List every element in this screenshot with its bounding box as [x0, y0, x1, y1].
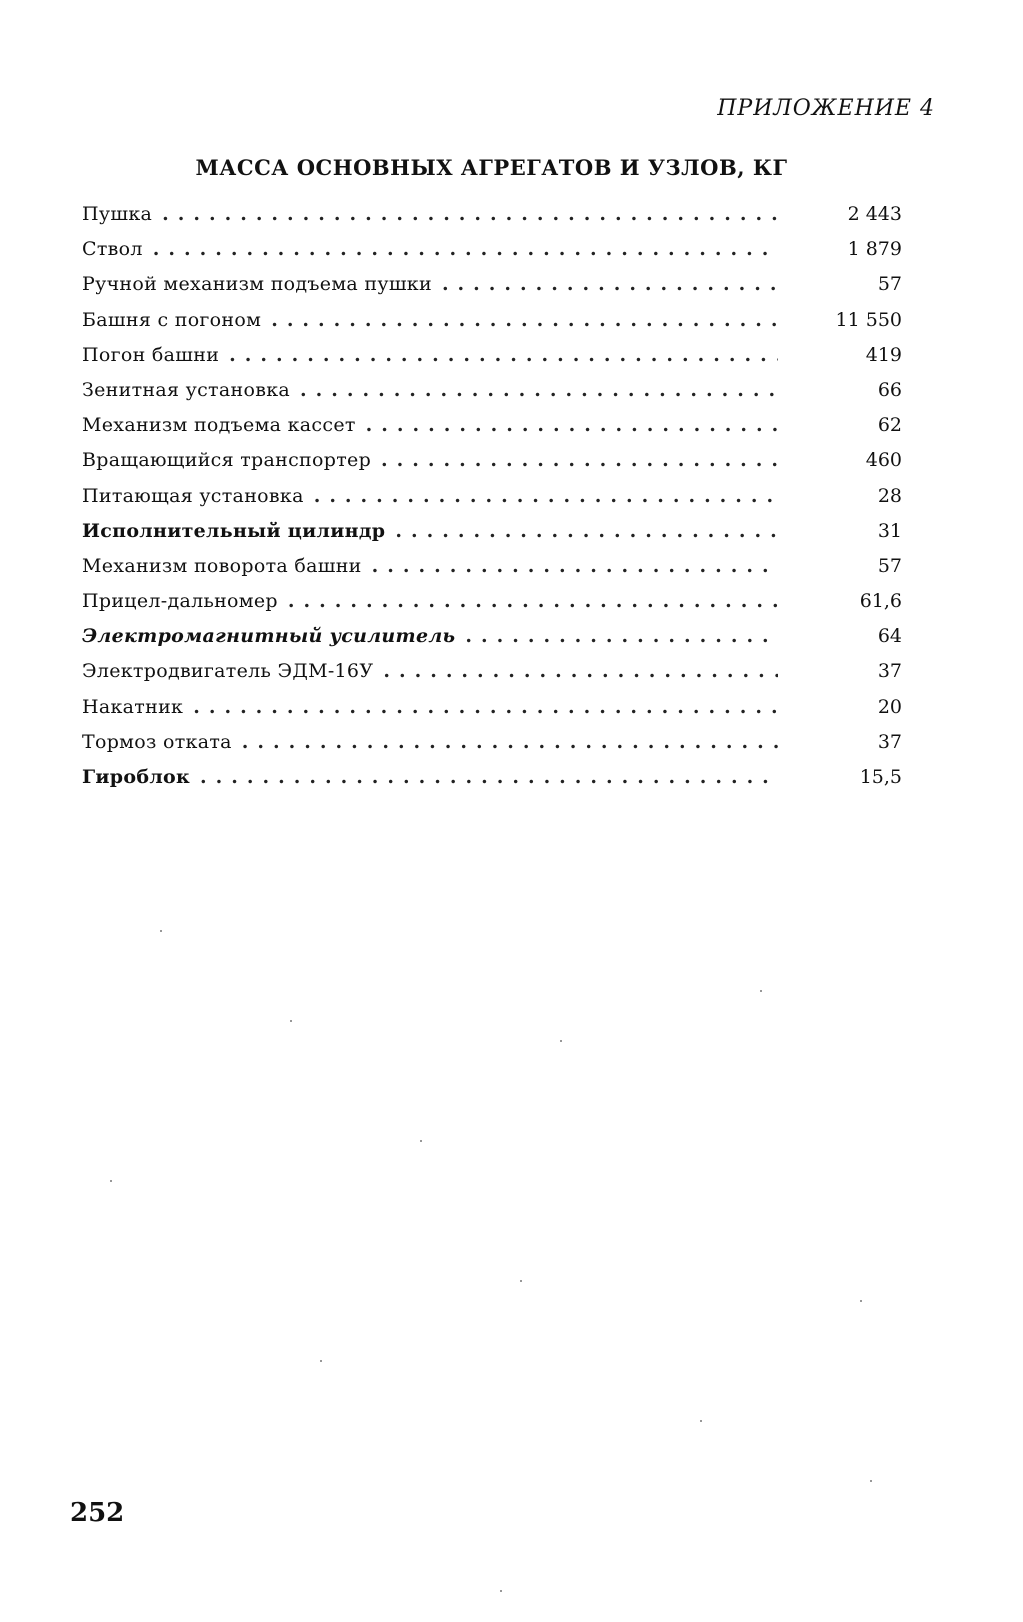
- scan-speck: [520, 1280, 522, 1282]
- table-row: [82, 766, 902, 801]
- row-value: 31: [877, 519, 902, 542]
- leader-dots: [200, 766, 778, 788]
- row-value: 28: [877, 484, 902, 507]
- scan-speck: [870, 1480, 872, 1482]
- row-label: Питающая установка: [82, 484, 304, 507]
- appendix-label: ПРИЛОЖЕНИЕ 4: [717, 96, 935, 121]
- scan-speck: [860, 1300, 862, 1302]
- table-row: [82, 414, 902, 449]
- row-value: 64: [877, 625, 902, 648]
- table-row: [82, 660, 902, 695]
- row-value: 37: [877, 730, 902, 753]
- row-label: Башня с погоном: [82, 308, 262, 331]
- scan-speck: [700, 1420, 702, 1422]
- row-label: Ствол: [82, 238, 143, 261]
- row-value: 57: [877, 273, 902, 296]
- row-label: Вращающийся транспортер: [82, 449, 372, 472]
- table-row: [82, 379, 902, 414]
- row-value: 57: [877, 554, 902, 577]
- table-row: [82, 731, 902, 766]
- row-label: Электромагнитный усилитель: [82, 625, 456, 648]
- row-label: Электродвигатель ЭДМ-16У: [82, 660, 374, 683]
- row-label: Погон башни: [82, 343, 220, 366]
- leader-dots: [271, 309, 778, 331]
- row-label: Зенитная установка: [82, 378, 290, 401]
- scan-speck: [290, 1020, 292, 1022]
- table-row: [82, 238, 902, 273]
- leader-dots: [442, 273, 778, 295]
- table-row: [82, 203, 902, 238]
- mass-table: [82, 203, 902, 801]
- scan-speck: [560, 1040, 562, 1042]
- row-value: 1 879: [847, 238, 902, 261]
- table-row: [82, 696, 902, 731]
- scan-speck: [160, 930, 162, 932]
- table-row: [82, 273, 902, 308]
- leader-dots: [300, 379, 778, 401]
- row-label: Исполнительный цилиндр: [82, 519, 386, 542]
- table-row: [82, 625, 902, 660]
- leader-dots: [366, 414, 778, 436]
- row-label: Тормоз отката: [82, 730, 232, 753]
- row-label: Ручной механизм подъема пушки: [82, 273, 432, 296]
- leader-dots: [383, 660, 778, 682]
- row-value: 11 550: [835, 308, 902, 331]
- leader-dots: [162, 203, 778, 225]
- row-label: Пушка: [82, 203, 153, 225]
- table-row: [82, 449, 902, 484]
- page-number: 252: [70, 1498, 125, 1528]
- row-label: Гироблок: [82, 766, 191, 788]
- scan-speck: [320, 1360, 322, 1362]
- row-value: 37: [877, 660, 902, 683]
- leader-dots: [288, 590, 778, 612]
- row-value: 15,5: [859, 766, 902, 788]
- row-value: 66: [877, 378, 902, 401]
- leader-dots: [372, 555, 778, 577]
- leader-dots: [229, 344, 778, 366]
- row-value: 61,6: [859, 590, 902, 613]
- table-row: [82, 555, 902, 590]
- page-title: МАССА ОСНОВНЫХ АГРЕГАТОВ И УЗЛОВ, КГ: [195, 155, 788, 180]
- leader-dots: [314, 485, 778, 507]
- scan-speck: [760, 990, 762, 992]
- table-row: [82, 309, 902, 344]
- leader-dots: [242, 731, 778, 753]
- leader-dots: [153, 238, 778, 260]
- row-value: 62: [877, 414, 902, 437]
- leader-dots: [381, 449, 778, 471]
- row-label: Накатник: [82, 695, 184, 718]
- scan-speck: [420, 1140, 422, 1142]
- row-value: 20: [877, 695, 902, 718]
- row-value: 2 443: [847, 203, 902, 225]
- row-value: 419: [865, 343, 902, 366]
- row-label: Механизм поворота башни: [82, 554, 362, 577]
- scan-speck: [500, 1590, 502, 1592]
- table-row: [82, 344, 902, 379]
- row-value: 460: [865, 449, 902, 472]
- leader-dots: [193, 696, 778, 718]
- table-row: [82, 590, 902, 625]
- table-row: [82, 520, 902, 555]
- scan-speck: [110, 1180, 112, 1182]
- leader-dots: [395, 520, 778, 542]
- row-label: Механизм подъема кассет: [82, 414, 356, 437]
- row-label: Прицел-дальномер: [82, 590, 278, 613]
- leader-dots: [465, 625, 778, 647]
- table-row: [82, 485, 902, 520]
